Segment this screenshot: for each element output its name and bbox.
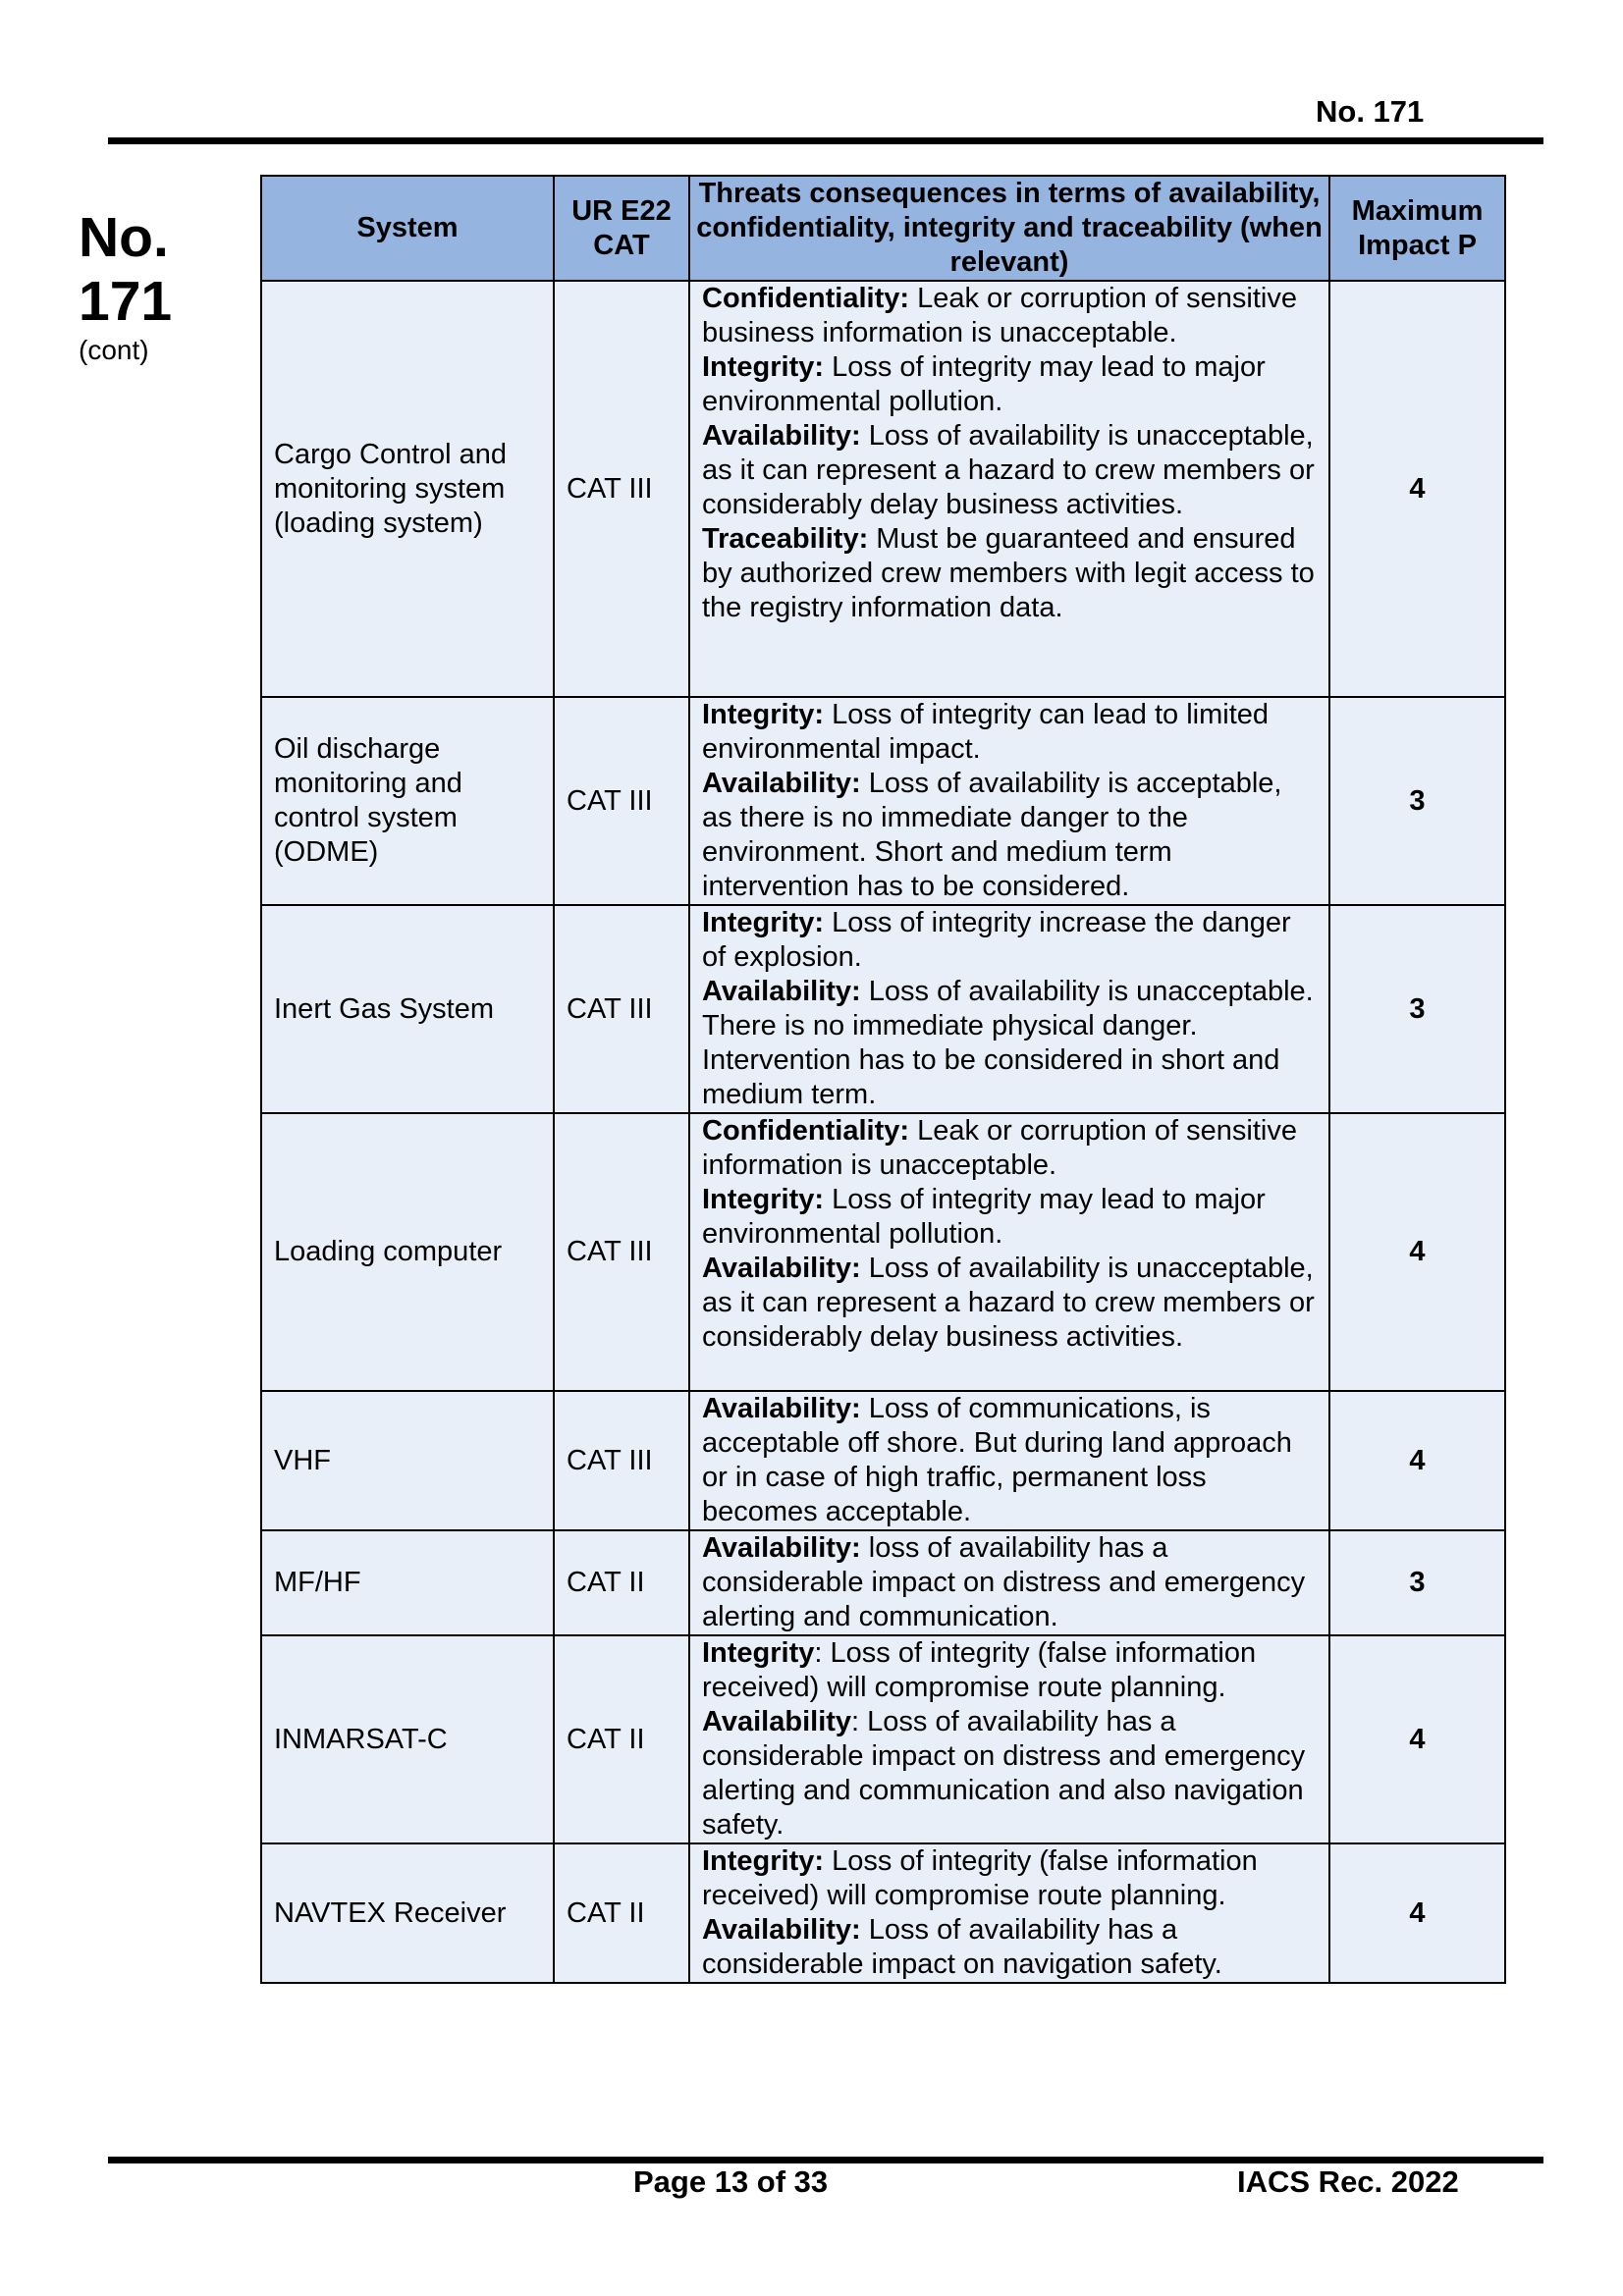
threat-paragraph bbox=[702, 698, 1317, 767]
table-row bbox=[261, 281, 1505, 697]
header-doc-number: No. 171 bbox=[1316, 94, 1425, 129]
cell-system: Inert Gas System bbox=[261, 905, 554, 1113]
threat-label: Availability: bbox=[702, 1532, 861, 1564]
col-header-threats: Threats consequences in terms of availability, confidentiality, integrity and traceability (when relevant) bbox=[689, 176, 1329, 281]
threat-label: Integrity bbox=[702, 1637, 815, 1669]
footer-rule bbox=[108, 2157, 1543, 2163]
col-header-impact: Maximum Impact P bbox=[1329, 176, 1505, 281]
threat-text: : Loss of availability has a considerable impact on distress and emergency alerting and communication and also navigation safety. bbox=[702, 1706, 1306, 1841]
col-header-system: System bbox=[261, 176, 554, 281]
footer-page-number: Page 13 of 33 bbox=[633, 2164, 829, 2199]
cell-cat: CAT III bbox=[554, 281, 689, 697]
table-header-row bbox=[261, 176, 1505, 281]
cell-impact: 3 bbox=[1329, 697, 1505, 905]
threat-label: Integrity: bbox=[702, 699, 825, 730]
cell-impact: 4 bbox=[1329, 1843, 1505, 1983]
threat-label: Confidentiality: bbox=[702, 1115, 910, 1147]
threat-label: Confidentiality: bbox=[702, 283, 910, 314]
threat-paragraph bbox=[702, 1844, 1317, 1913]
cell-impact: 4 bbox=[1329, 281, 1505, 697]
threat-text: Loss of availability is unacceptable, as it can represent a hazard to crew members or considerably delay business activities. bbox=[702, 1253, 1315, 1353]
cell-threats bbox=[689, 1843, 1329, 1983]
threat-text: Loss of availability is acceptable, as there is no immediate danger to the environment. Short and medium term intervention has to be considered. bbox=[702, 768, 1282, 902]
cell-system: MF/HF bbox=[261, 1530, 554, 1635]
threat-text: Must be guaranteed and ensured by authorized crew members with legit access to the registry information data. bbox=[702, 523, 1315, 623]
threat-label: Integrity: bbox=[702, 1845, 825, 1877]
table-body bbox=[261, 281, 1505, 1983]
cell-threats bbox=[689, 1113, 1329, 1391]
threat-label: Integrity: bbox=[702, 1184, 825, 1215]
threat-paragraph bbox=[702, 975, 1317, 1112]
threat-text: Loss of communications, is acceptable off shore. But during land approach or in case of high traffic, permanent loss becomes acceptable. bbox=[702, 1393, 1292, 1527]
threat-paragraph bbox=[702, 1705, 1317, 1842]
threat-paragraph bbox=[702, 1636, 1317, 1705]
table-row bbox=[261, 905, 1505, 1113]
threat-table bbox=[260, 175, 1506, 1984]
threat-paragraph bbox=[702, 906, 1317, 975]
threat-text: Loss of integrity can lead to limited environmental impact. bbox=[702, 699, 1270, 765]
cell-cat: CAT II bbox=[554, 1530, 689, 1635]
threat-label: Availability bbox=[702, 1706, 852, 1737]
threat-label: Integrity: bbox=[702, 351, 825, 383]
side-cont-label: (cont) bbox=[79, 335, 149, 365]
threat-text: Loss of availability is unacceptable. There is no immediate physical danger. Intervention has to be considered in short and medium term. bbox=[702, 976, 1314, 1110]
cell-impact: 3 bbox=[1329, 1530, 1505, 1635]
cell-impact: 3 bbox=[1329, 905, 1505, 1113]
cell-cat: CAT II bbox=[554, 1843, 689, 1983]
threat-label: Traceability: bbox=[702, 523, 869, 555]
threat-text: Leak or corruption of sensitive information is unacceptable. bbox=[702, 1115, 1297, 1181]
threat-label: Availability: bbox=[702, 976, 861, 1007]
cell-cat: CAT III bbox=[554, 1113, 689, 1391]
threat-paragraph bbox=[702, 1392, 1317, 1529]
threat-paragraph bbox=[702, 767, 1317, 904]
cell-threats bbox=[689, 697, 1329, 905]
cell-threats bbox=[689, 905, 1329, 1113]
threat-paragraph bbox=[702, 419, 1317, 522]
threat-label: Integrity: bbox=[702, 907, 825, 938]
table-row bbox=[261, 1843, 1505, 1983]
threat-text: Loss of availability has a considerable impact on navigation safety. bbox=[702, 1914, 1222, 1980]
cell-system: Oil discharge monitoring and control system (ODME) bbox=[261, 697, 554, 905]
threat-text: Loss of integrity may lead to major environmental pollution. bbox=[702, 1184, 1266, 1250]
threat-label: Availability: bbox=[702, 1914, 861, 1946]
table-row bbox=[261, 1530, 1505, 1635]
col-header-cat: UR E22 CAT bbox=[554, 176, 689, 281]
cell-impact: 4 bbox=[1329, 1391, 1505, 1530]
header-rule bbox=[108, 137, 1543, 144]
threat-paragraph bbox=[702, 1531, 1317, 1634]
threat-paragraph bbox=[702, 282, 1317, 350]
threat-text: Loss of integrity increase the danger of explosion. bbox=[702, 907, 1291, 973]
threat-text: Loss of availability is unacceptable, as it can represent a hazard to crew members or considerably delay business activities. bbox=[702, 420, 1315, 520]
threat-paragraph bbox=[702, 1913, 1317, 1982]
cell-threats bbox=[689, 1530, 1329, 1635]
cell-system: Loading computer bbox=[261, 1113, 554, 1391]
cell-cat: CAT III bbox=[554, 697, 689, 905]
side-no-number: 171 bbox=[79, 270, 173, 333]
threat-paragraph bbox=[702, 1252, 1317, 1355]
table-row bbox=[261, 1635, 1505, 1843]
cell-system: VHF bbox=[261, 1391, 554, 1530]
threat-paragraph bbox=[702, 1114, 1317, 1183]
table-row bbox=[261, 1113, 1505, 1391]
cell-impact: 4 bbox=[1329, 1635, 1505, 1843]
threat-label: Availability: bbox=[702, 768, 861, 799]
threat-label: Availability: bbox=[702, 420, 861, 452]
threat-label: Availability: bbox=[702, 1253, 861, 1284]
threat-text: : Loss of integrity (false information received) will compromise route planning. bbox=[702, 1637, 1257, 1703]
threat-paragraph bbox=[702, 522, 1317, 625]
table-row bbox=[261, 697, 1505, 905]
footer-reference: IACS Rec. 2022 bbox=[1237, 2164, 1459, 2199]
cell-system: NAVTEX Receiver bbox=[261, 1843, 554, 1983]
threat-paragraph bbox=[702, 1183, 1317, 1252]
cell-threats bbox=[689, 1391, 1329, 1530]
side-no-label: No. bbox=[79, 206, 169, 269]
cell-cat: CAT III bbox=[554, 1391, 689, 1530]
cell-system: Cargo Control and monitoring system (loading system) bbox=[261, 281, 554, 697]
threat-paragraph bbox=[702, 350, 1317, 419]
cell-threats bbox=[689, 281, 1329, 697]
table-row bbox=[261, 1391, 1505, 1530]
cell-cat: CAT III bbox=[554, 905, 689, 1113]
threat-text: Loss of integrity may lead to major environmental pollution. bbox=[702, 351, 1266, 417]
threat-label: Availability: bbox=[702, 1393, 861, 1424]
threat-text: Leak or corruption of sensitive business information is unacceptable. bbox=[702, 283, 1297, 348]
threat-text: loss of availability has a considerable impact on distress and emergency alerting and communication. bbox=[702, 1532, 1306, 1632]
cell-system: INMARSAT-C bbox=[261, 1635, 554, 1843]
cell-impact: 4 bbox=[1329, 1113, 1505, 1391]
cell-cat: CAT II bbox=[554, 1635, 689, 1843]
threat-text: Loss of integrity (false information received) will compromise route planning. bbox=[702, 1845, 1258, 1911]
cell-threats bbox=[689, 1635, 1329, 1843]
side-doc-number bbox=[79, 206, 206, 334]
